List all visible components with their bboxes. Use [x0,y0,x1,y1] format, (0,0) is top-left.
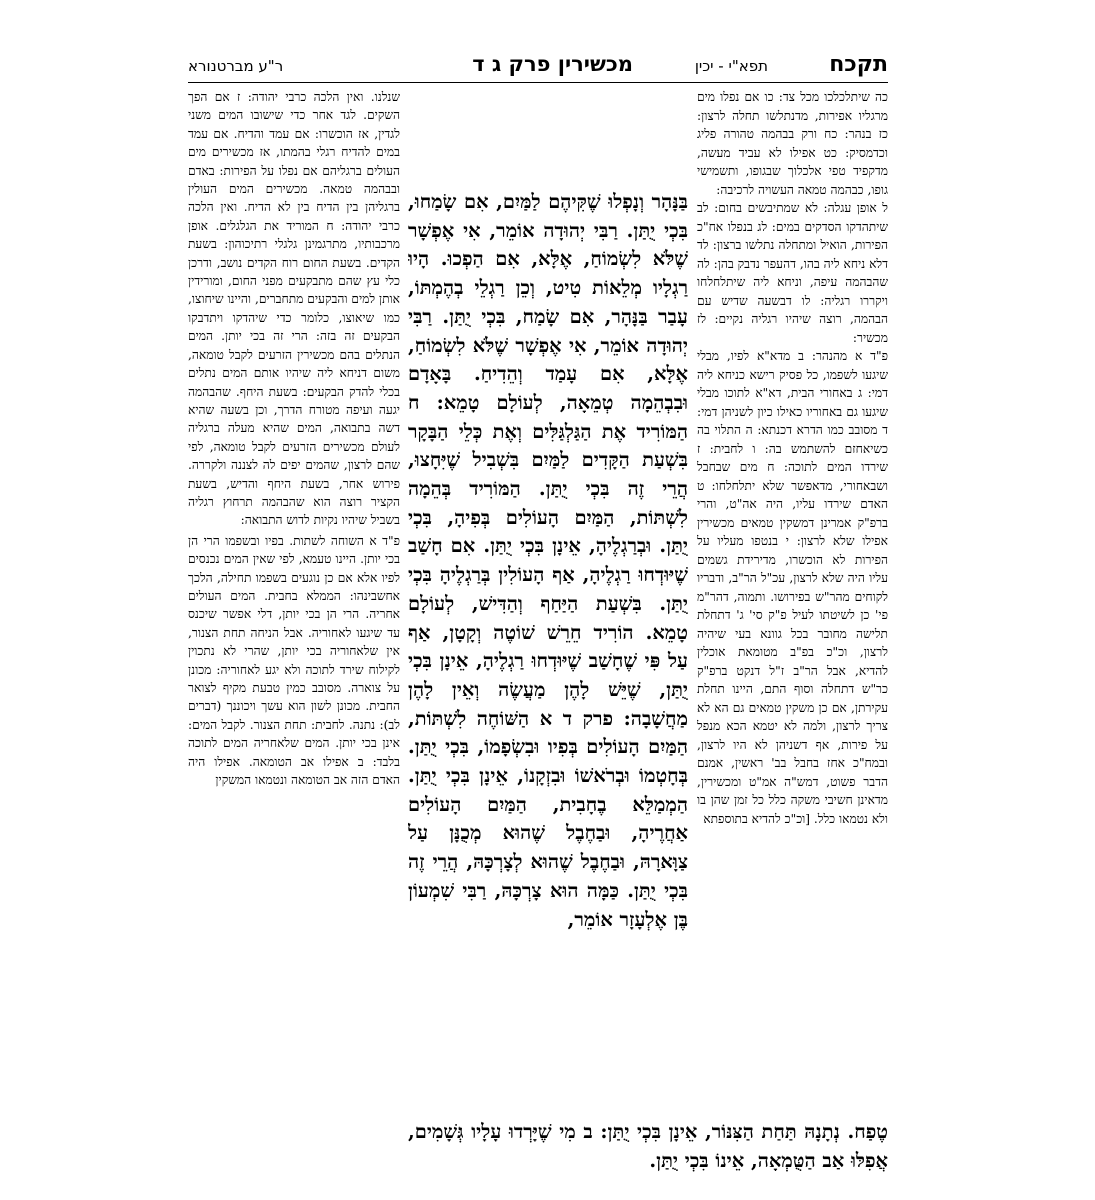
tiferet-paragraph: כה שיתלכלכו מכל צד: כו אם נפלו מים מרגליו אפירות, מדנתלשו תחלה לרצון: כז בנהר: כח ורק בבהמה טהורה פליג וכדמסיק: כט אפילו לא עביד מעשה, מדקפיד טפי אלכלוך שבגופו, ותשמישי גופו, כבהמה טמאה העשויה לרכיבה: [697,90,888,197]
mishnah-column [408,188,688,1118]
mishnah-bottom-lines [408,1118,888,1178]
tiferet-yisrael-column [697,88,888,1090]
tractate-chapter-title: מכשירין פרק ג ד [472,52,633,76]
bartenura-paragraph: שנלנו. ואין הלכה כרבי יהודה: ז אם הפך השקים. לגד אחר כדי שישובו המים משני לגדין, אז הוכשרו: אם עמד והדיח. אם עמד במים להדיח רגלי בהמתו, אז מכשירים מים העולים ברגליהם אם נפלו על הפירות: באדם ובבהמה טמאה. מכשירים המים העולין ברגליהן בין הדיח בין לא הדיח. ואין הלכה כרבי יהודה: ח המוריד את הגלגלים. אופן מרכבותיו, מתרגמינן גלגלי רתיכוהון: בשעת הקדים. בשעת החום רוח הקדים נושב, ודרכן כלי עץ שהם מתבקעים מפני החום, ומורידין אותן למים והבקעים מתחברים, והיינו שיחוצו, כמו שיאוצו, כלומר כדי שיהדקו ויתדבקו הבקעים זה בזה: הרי זה בכי יותן. המים הנתלים בהם מכשירין הזרעים לקבל טומאה, משום דניחא ליה שיהיו אותם המים נתלים בכלי להדק הבקעים: בשעת היחף. שהבהמה יגעה ועיפה מטורח הדרך, וכן בשעה שהיא דשה בתבואה, המים שהיא מעלה ברגליה לעולם מכשירים הזרעים לקבל טומאה, לפי שהם לרצון, שהמים יפים לה לצננה ולקררה. פירוש אחר, בשעת היחף והדיש, בשעת הקציר רוצה הוא שהבהמה תרחוץ רגליה בשביל שיהיו נקיות לדוש התבואה: [188,90,400,528]
mishnah-bottom-text: טֶפַח. נְתָנָהּ תַּחַת הַצִּנּוֹר, אֵינָן בִּכְי יֻתַּן: ב מִי שֶׁיָּרְדוּ עָלָיו גְּשָׁמִים, אֲפִלּוּ אַב הַטֻּמְאָה, אֵינוֹ בִּכְי יֻתַּן. [408,1120,888,1172]
tiferet-paragraph: פ"ד א מהנהר: ב מדא"א לפיו, מבלי שיגעו לשפמו, כל פסיק רישא כניחא ליה דמי: ג באחורי הבית, דא"א לתוכו מבלי שיגעו גם באחוריו כאילו כיון לשניהן דמי: ד מסובב כמו הדרא דכנתא: ה התלוי בה כשיאחזם להשתמש בה: ו לחבית: ז שירדו המים לתוכה: ח מים שבחבל ושבאחורי, מדאפשר שלא יתלחלחו: ט האדם שירדו עליו, היה אה"ט, והרי ברפ"ק אמרינן דמשקין טמאים מכשירין אפילו שלא לרצון: י בנטפו מעליו על הפירות לא הוכשרו, מדירידת גשמים עליו היה שלא לרצון, עכ"ל הר"ב, ודבריו לקוחים מהר"ש בפירושו. ותמוה, דהר"מ פי' כן לשיטתו לעיל פ"ק סי' ג' דתחלת תלישה מחובר בכל גוונא בעי שיהיה לרצון, וכ"כ בפ"ב מטומאת אוכלין להדיא, אבל הר"ב ז"ל דנקט ברפ"ק כר"ש דתחלה וסוף התם, היינו תחלת עקירתן, אם כן משקין טמאים גם הא לא צריך לרצון, ולמה לא יטמא הכא מנפל על פירות, אף דשניהן לא היו לרצון, ובמח"כ אחז בחבל בב' ראשין, אמנם הדבר פשוט, דמש"ה אמ"ט ומכשירין, מדאינן חשיבי משקה כלל כל זמן שהן בו ולא נטמאו כלל. [וכ"כ להדיא בתוספתא [697,349,888,826]
commentary-label: ר"ע מברטנורא [188,57,284,75]
page-header [188,52,888,82]
commentary-range-label: תפא"י - יכין [694,57,768,75]
page-number: תקכח [829,52,888,77]
bartenura-column [188,88,400,1143]
bartenura-paragraph: פ"ד א השוחה לשתות. בפיו ובשפמו הרי הן בכי יותן. היינו טעמא, לפי שאין המים נכנסים לפיו אלא אם כן נוגעים בשפמו תחילה, הלכך אחשבינהו: הממלא בחבית. המים העולים אחריה. הרי הן בכי יותן, דלי אפשר שיכנס עד שיגעו לאחוריה. אבל הניחה תחת הצנור, אין שלאחוריה בכי יותן, שהרי לא נתכוין לקילוח שירד לתוכה ולא יגע לאחוריה: מכונן על צוארה. מסובב כמין טבעת מקיף לצואר החבית. מכונן לשון הוא עשך ויכוננך (דברים לב): נתנה. לחבית: תחת הצנור. לקבל המים: אינן בכי יותן. המים שלאחריה המים לתוכה בלבד: ב אפילו אב הטומאה. אפילו היה האדם הזה אב הטומאה ונטמאו המשקין [188,533,400,788]
tiferet-paragraph: ל אופן עגלה: לא שמתיבשים בחום: לב שיתהדקו הסדקים במים: לג בנפלו אח"כ הפירות, הואיל ומתחלה נתלשו ברצון: לד דלא ניחא ליה בהו, דהעפר נדבק בהן: לה שהבהמה עיפה, וניחא ליה שיתלחלחו ויקררו רגליה: לו דבשעה שדיש עם הבהמה, רוצה שיהיו רגליה נקיים: לז מכשיר: [697,201,888,345]
header-rule [188,82,888,83]
mishnah-text: בַּנָּהָר וְנָפְלוּ שֶׁקִּיהֶם לַמַּיִם, אִם שָׂמַחוּ, בִּכְי יֻתַּן. רַבִּי יְהוּדָה אוֹמֵר, אִי אֶפְשָׁר שֶׁלֹּא לִשְׂמוֹחַ, אֶלָּא, אִם הַפְכוּ. הָיוּ רַגְלָיו מְלֵאוֹת טִיט, וְכֵן רַגְלֵי בְהֶמְתּוֹ, עָבַר בַּנָּהָר, אִם שָׂמַח, בִּכְי יֻתַּן. רַבִּי יְהוּדָה אוֹמֵר, אִי אֶפְשָׁר שֶׁלֹּא לִשְׂמוֹחַ, אֶלָּא, אִם עָמַד וְהֵדִיחַ. בָּאָדָם וּבִבְהֵמָה טְמֵאָה, לְעוֹלָם טָמֵא: ח הַמּוֹרִיד אֶת הַגַּלְגַּלִּים וְאֶת כְּלֵי הַבָּקָר בִּשְׁעַת הַקָּדִים לַמַּיִם בִּשְׁבִיל שֶׁיִּחָצוּ, הֲרֵי זֶה בִּכְי יֻתַּן. הַמּוֹרִיד בְּהֵמָה לִשְׁתּוֹת, הַמַּיִם הָעוֹלִים בְּפִיהָ, בִּכְי יֻתַּן. וּבְרַגְלֶיהָ, אֵינָן בִּכְי יֻתַּן. אִם חָשַׁב שֶׁיּוּדְחוּ רַגְלֶיהָ, אַף הָעוֹלִין בְּרַגְלֶיהָ בִּכְי יֻתַּן. בִּשְׁעַת הַיַּחַף וְהַדִּישׁ, לְעוֹלָם טָמֵא. הוֹרִיד חֵרֵשׁ שׁוֹטֶה וְקָטָן, אַף עַל פִּי שֶׁחָשַׁב שֶׁיּוּדְחוּ רַגְלֶיהָ, אֵינָן בִּכְי יֻתַּן, שֶׁיֵּשׁ לָהֶן מַעֲשֶׂה וְאֵין לָהֶן מַחֲשָׁבָה: פרק ד א הַשּׁוֹחֶה לִשְׁתּוֹת, הַמַּיִם הָעוֹלִים בְּפִיו וּבִשְׂפָמוֹ, בִּכְי יֻתַּן. בְּחָטְמוֹ וּבְרֹאשׁוֹ וּבִזְקָנוֹ, אֵינָן בִּכְי יֻתַּן. הַמְמַלֵּא בֶחָבִית, הַמַּיִם הָעוֹלִים אַחֲרֶיהָ, וּבַחֶבֶל שֶׁהוּא מְכֻנָּן עַל צַוָּארָהּ, וּבַחֶבֶל שֶׁהוּא לְצָרְכָּהּ, הֲרֵי זֶה בִּכְי יֻתַּן. כַּמָּה הוּא צָרְכָּהּ, רַבִּי שִׁמְעוֹן בֶּן אֶלְעָזָר אוֹמֵר, [408,190,688,931]
